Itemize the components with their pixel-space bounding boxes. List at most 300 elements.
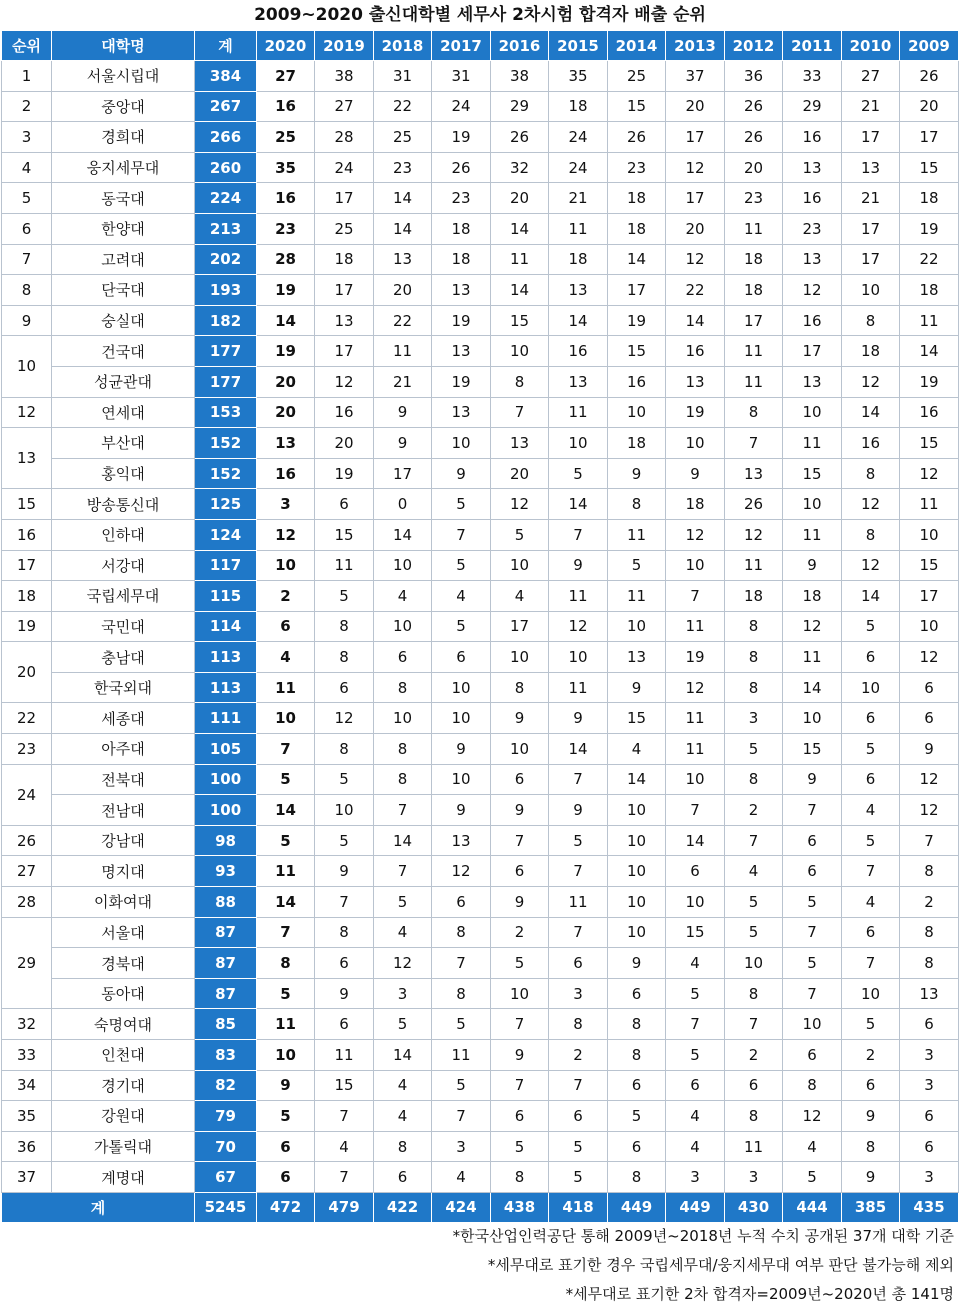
rank-cell: 1 <box>2 61 52 92</box>
year-value-cell: 12 <box>666 672 725 703</box>
year-value-cell: 5 <box>725 887 783 918</box>
year-value-cell: 9 <box>374 428 432 459</box>
year-value-cell: 7 <box>842 856 900 887</box>
year-value-cell: 7 <box>783 917 842 948</box>
year-value-cell: 4 <box>374 1070 432 1101</box>
year-value-cell: 23 <box>432 183 491 214</box>
table-row <box>2 1162 959 1193</box>
year-value-cell: 3 <box>666 1162 725 1193</box>
year-value-cell: 19 <box>257 275 315 306</box>
year-value-cell: 9 <box>491 795 549 826</box>
year-value-cell: 8 <box>374 764 432 795</box>
year-value-cell: 8 <box>432 978 491 1009</box>
page-title: 2009~2020 출신대학별 세무사 2차시험 합격자 배출 순위 <box>254 5 706 25</box>
year-value-cell: 7 <box>374 856 432 887</box>
total-cell: 111 <box>195 703 257 734</box>
total-cell: 177 <box>195 336 257 367</box>
year-value-cell: 16 <box>783 122 842 153</box>
rank-cell: 33 <box>2 1040 52 1071</box>
year-value-cell: 20 <box>491 183 549 214</box>
year-value-cell: 9 <box>783 550 842 581</box>
year-value-cell: 26 <box>725 122 783 153</box>
year-value-cell: 16 <box>900 397 959 428</box>
table-row <box>2 122 959 153</box>
year-value-cell: 5 <box>783 1162 842 1193</box>
total-cell: 93 <box>195 856 257 887</box>
year-value-cell: 9 <box>608 672 666 703</box>
table-row <box>2 764 959 795</box>
year-value-cell: 14 <box>549 734 608 765</box>
year-value-cell: 9 <box>374 397 432 428</box>
year-value-cell: 11 <box>900 489 959 520</box>
year-value-cell: 4 <box>315 1131 374 1162</box>
year-value-cell: 9 <box>783 764 842 795</box>
total-cell: 266 <box>195 122 257 153</box>
year-value-cell: 10 <box>608 825 666 856</box>
year-value-cell: 21 <box>842 183 900 214</box>
table-row <box>2 550 959 581</box>
year-value-cell: 7 <box>432 948 491 979</box>
year-value-cell: 5 <box>257 978 315 1009</box>
year-value-cell: 31 <box>374 61 432 92</box>
year-value-cell: 6 <box>842 1070 900 1101</box>
year-value-cell: 5 <box>725 917 783 948</box>
year-value-cell: 11 <box>666 734 725 765</box>
year-value-cell: 18 <box>783 581 842 612</box>
year-value-cell: 8 <box>549 1009 608 1040</box>
total-cell: 267 <box>195 91 257 122</box>
year-value-cell: 8 <box>315 611 374 642</box>
year-value-cell: 8 <box>491 366 549 397</box>
year-value-cell: 16 <box>666 336 725 367</box>
rank-cell: 9 <box>2 305 52 336</box>
year-value-cell: 14 <box>374 825 432 856</box>
year-value-cell: 15 <box>608 91 666 122</box>
university-name-cell: 충남대 <box>52 642 195 673</box>
year-value-cell: 7 <box>783 978 842 1009</box>
year-value-cell: 26 <box>900 61 959 92</box>
university-name-cell: 강원대 <box>52 1101 195 1132</box>
year-value-cell: 31 <box>432 61 491 92</box>
table-row <box>2 1101 959 1132</box>
year-value-cell: 4 <box>491 581 549 612</box>
year-value-cell: 5 <box>257 764 315 795</box>
year-value-cell: 12 <box>549 611 608 642</box>
year-value-cell: 9 <box>315 856 374 887</box>
year-value-cell: 25 <box>608 61 666 92</box>
year-value-cell: 5 <box>725 734 783 765</box>
year-value-cell: 11 <box>315 1040 374 1071</box>
year-value-cell: 3 <box>725 1162 783 1193</box>
year-value-cell: 6 <box>900 703 959 734</box>
university-name-cell: 웅지세무대 <box>52 152 195 183</box>
year-value-cell: 19 <box>900 366 959 397</box>
total-cell: 79 <box>195 1101 257 1132</box>
rank-cell: 35 <box>2 1101 52 1132</box>
table-row <box>2 672 959 703</box>
year-value-cell: 8 <box>315 734 374 765</box>
rank-cell: 2 <box>2 91 52 122</box>
year-value-cell: 10 <box>666 550 725 581</box>
university-name-cell: 부산대 <box>52 428 195 459</box>
year-value-cell: 26 <box>725 91 783 122</box>
table-row <box>2 948 959 979</box>
year-value-cell: 6 <box>900 1131 959 1162</box>
rank-cell: 20 <box>2 642 52 703</box>
university-name-cell: 한국외대 <box>52 672 195 703</box>
year-value-cell: 13 <box>432 336 491 367</box>
year-value-cell: 10 <box>549 428 608 459</box>
year-value-cell: 18 <box>725 275 783 306</box>
year-value-cell: 12 <box>257 519 315 550</box>
year-value-cell: 22 <box>900 244 959 275</box>
year-value-cell: 13 <box>900 978 959 1009</box>
rank-cell: 37 <box>2 1162 52 1193</box>
year-value-cell: 7 <box>549 917 608 948</box>
total-value-cell: 472 <box>257 1192 315 1222</box>
year-value-cell: 9 <box>491 1040 549 1071</box>
year-value-cell: 4 <box>432 581 491 612</box>
ranking-table <box>1 30 959 1223</box>
year-value-cell: 14 <box>374 519 432 550</box>
column-header: 계 <box>195 31 257 61</box>
year-value-cell: 7 <box>549 856 608 887</box>
year-value-cell: 22 <box>666 275 725 306</box>
table-row <box>2 213 959 244</box>
year-value-cell: 17 <box>725 305 783 336</box>
year-value-cell: 5 <box>842 734 900 765</box>
table-row <box>2 428 959 459</box>
year-value-cell: 19 <box>315 458 374 489</box>
year-value-cell: 11 <box>491 244 549 275</box>
year-value-cell: 29 <box>783 91 842 122</box>
total-cell: 114 <box>195 611 257 642</box>
year-value-cell: 9 <box>842 1101 900 1132</box>
year-value-cell: 18 <box>608 213 666 244</box>
year-value-cell: 16 <box>608 366 666 397</box>
year-value-cell: 10 <box>900 611 959 642</box>
year-value-cell: 10 <box>666 764 725 795</box>
year-value-cell: 5 <box>374 1009 432 1040</box>
year-value-cell: 7 <box>315 887 374 918</box>
university-name-cell: 인천대 <box>52 1040 195 1071</box>
year-value-cell: 20 <box>315 428 374 459</box>
rank-cell: 32 <box>2 1009 52 1040</box>
year-value-cell: 13 <box>549 275 608 306</box>
year-value-cell: 37 <box>666 61 725 92</box>
footnote: *세무대로 표기한 경우 국립세무대/웅지세무대 여부 판단 불가능해 제외 <box>487 1256 954 1274</box>
year-value-cell: 18 <box>549 91 608 122</box>
university-name-cell: 가톨릭대 <box>52 1131 195 1162</box>
total-value-cell: 422 <box>374 1192 432 1222</box>
year-value-cell: 19 <box>432 305 491 336</box>
year-value-cell: 11 <box>783 519 842 550</box>
year-value-cell: 11 <box>725 366 783 397</box>
total-value-cell: 385 <box>842 1192 900 1222</box>
year-value-cell: 6 <box>315 672 374 703</box>
year-value-cell: 18 <box>432 213 491 244</box>
year-value-cell: 10 <box>257 550 315 581</box>
year-value-cell: 14 <box>842 397 900 428</box>
total-cell: 100 <box>195 764 257 795</box>
university-name-cell: 단국대 <box>52 275 195 306</box>
year-value-cell: 9 <box>666 458 725 489</box>
year-value-cell: 12 <box>783 611 842 642</box>
university-name-cell: 서울시립대 <box>52 61 195 92</box>
table-body <box>2 61 959 1193</box>
year-value-cell: 16 <box>783 183 842 214</box>
year-value-cell: 19 <box>666 397 725 428</box>
year-value-cell: 10 <box>608 611 666 642</box>
year-value-cell: 9 <box>549 550 608 581</box>
table-row <box>2 275 959 306</box>
year-value-cell: 27 <box>257 61 315 92</box>
year-value-cell: 8 <box>783 1070 842 1101</box>
year-value-cell: 15 <box>491 305 549 336</box>
university-name-cell: 경기대 <box>52 1070 195 1101</box>
rank-cell: 27 <box>2 856 52 887</box>
rank-cell: 13 <box>2 428 52 489</box>
year-value-cell: 15 <box>608 336 666 367</box>
year-value-cell: 4 <box>374 581 432 612</box>
university-name-cell: 성균관대 <box>52 366 195 397</box>
year-value-cell: 15 <box>315 1070 374 1101</box>
year-value-cell: 10 <box>842 275 900 306</box>
column-header: 2017 <box>432 31 491 61</box>
year-value-cell: 10 <box>725 948 783 979</box>
year-value-cell: 13 <box>783 244 842 275</box>
year-value-cell: 11 <box>608 581 666 612</box>
year-value-cell: 9 <box>257 1070 315 1101</box>
year-value-cell: 2 <box>257 581 315 612</box>
total-cell: 125 <box>195 489 257 520</box>
year-value-cell: 14 <box>257 305 315 336</box>
year-value-cell: 13 <box>315 305 374 336</box>
year-value-cell: 6 <box>257 611 315 642</box>
year-value-cell: 5 <box>842 1009 900 1040</box>
column-header: 대학명 <box>52 31 195 61</box>
year-value-cell: 3 <box>725 703 783 734</box>
year-value-cell: 5 <box>315 825 374 856</box>
year-value-cell: 15 <box>783 458 842 489</box>
year-value-cell: 8 <box>374 672 432 703</box>
year-value-cell: 13 <box>725 458 783 489</box>
year-value-cell: 17 <box>783 336 842 367</box>
university-name-cell: 전북대 <box>52 764 195 795</box>
year-value-cell: 6 <box>783 856 842 887</box>
year-value-cell: 6 <box>432 642 491 673</box>
year-value-cell: 2 <box>491 917 549 948</box>
footnotes <box>453 1222 954 1309</box>
rank-cell: 29 <box>2 917 52 1009</box>
university-name-cell: 전남대 <box>52 795 195 826</box>
year-value-cell: 17 <box>900 581 959 612</box>
year-value-cell: 6 <box>608 978 666 1009</box>
table-row <box>2 91 959 122</box>
table-row <box>2 244 959 275</box>
table-row <box>2 856 959 887</box>
year-value-cell: 11 <box>432 1040 491 1071</box>
university-name-cell: 중앙대 <box>52 91 195 122</box>
year-value-cell: 11 <box>549 672 608 703</box>
total-cell: 117 <box>195 550 257 581</box>
year-value-cell: 5 <box>666 1040 725 1071</box>
year-value-cell: 17 <box>374 458 432 489</box>
total-value-cell: 438 <box>491 1192 549 1222</box>
column-header: 2014 <box>608 31 666 61</box>
year-value-cell: 5 <box>783 887 842 918</box>
year-value-cell: 5 <box>608 550 666 581</box>
year-value-cell: 8 <box>842 305 900 336</box>
year-value-cell: 5 <box>432 611 491 642</box>
total-cell: 82 <box>195 1070 257 1101</box>
footnote: *한국산업인력공단 통해 2009년~2018년 누적 수치 공개된 37개 대학 기준 <box>452 1227 954 1245</box>
year-value-cell: 15 <box>666 917 725 948</box>
table-row <box>2 305 959 336</box>
year-value-cell: 14 <box>549 489 608 520</box>
year-value-cell: 4 <box>666 1101 725 1132</box>
year-value-cell: 7 <box>842 948 900 979</box>
year-value-cell: 11 <box>666 611 725 642</box>
table-row <box>2 489 959 520</box>
year-value-cell: 8 <box>315 917 374 948</box>
year-value-cell: 21 <box>374 366 432 397</box>
year-value-cell: 16 <box>783 305 842 336</box>
university-name-cell: 한양대 <box>52 213 195 244</box>
year-value-cell: 13 <box>783 366 842 397</box>
year-value-cell: 38 <box>491 61 549 92</box>
year-value-cell: 4 <box>666 948 725 979</box>
year-value-cell: 9 <box>608 948 666 979</box>
year-value-cell: 8 <box>374 1131 432 1162</box>
year-value-cell: 17 <box>900 122 959 153</box>
year-value-cell: 14 <box>783 672 842 703</box>
university-name-cell: 방송통신대 <box>52 489 195 520</box>
year-value-cell: 11 <box>549 581 608 612</box>
year-value-cell: 6 <box>842 917 900 948</box>
table-row <box>2 1070 959 1101</box>
total-value-cell: 430 <box>725 1192 783 1222</box>
year-value-cell: 18 <box>842 336 900 367</box>
year-value-cell: 20 <box>257 366 315 397</box>
rank-cell: 16 <box>2 519 52 550</box>
total-cell: 87 <box>195 948 257 979</box>
university-name-cell: 서강대 <box>52 550 195 581</box>
table-row <box>2 1040 959 1071</box>
year-value-cell: 35 <box>549 61 608 92</box>
year-value-cell: 11 <box>257 1009 315 1040</box>
total-cell: 177 <box>195 366 257 397</box>
year-value-cell: 6 <box>432 887 491 918</box>
year-value-cell: 17 <box>315 275 374 306</box>
year-value-cell: 10 <box>432 672 491 703</box>
year-value-cell: 3 <box>374 978 432 1009</box>
rank-cell: 28 <box>2 887 52 918</box>
table-row <box>2 825 959 856</box>
year-value-cell: 11 <box>257 672 315 703</box>
table-row <box>2 703 959 734</box>
rank-cell: 36 <box>2 1131 52 1162</box>
year-value-cell: 13 <box>666 366 725 397</box>
year-value-cell: 8 <box>725 1101 783 1132</box>
column-header: 2018 <box>374 31 432 61</box>
year-value-cell: 14 <box>842 581 900 612</box>
year-value-cell: 12 <box>374 948 432 979</box>
year-value-cell: 25 <box>374 122 432 153</box>
year-value-cell: 22 <box>374 305 432 336</box>
year-value-cell: 12 <box>900 764 959 795</box>
year-value-cell: 12 <box>900 795 959 826</box>
year-value-cell: 18 <box>725 244 783 275</box>
year-value-cell: 14 <box>900 336 959 367</box>
year-value-cell: 14 <box>257 795 315 826</box>
year-value-cell: 12 <box>315 703 374 734</box>
university-name-cell: 명지대 <box>52 856 195 887</box>
year-value-cell: 6 <box>783 825 842 856</box>
rank-cell: 15 <box>2 489 52 520</box>
total-cell: 87 <box>195 917 257 948</box>
column-header: 2009 <box>900 31 959 61</box>
year-value-cell: 13 <box>783 152 842 183</box>
table-row <box>2 458 959 489</box>
year-value-cell: 7 <box>725 428 783 459</box>
year-value-cell: 8 <box>491 1162 549 1193</box>
year-value-cell: 11 <box>549 397 608 428</box>
total-cell: 67 <box>195 1162 257 1193</box>
year-value-cell: 6 <box>666 856 725 887</box>
year-value-cell: 7 <box>725 1009 783 1040</box>
year-value-cell: 12 <box>666 244 725 275</box>
university-name-cell: 홍익대 <box>52 458 195 489</box>
year-value-cell: 5 <box>549 1162 608 1193</box>
year-value-cell: 4 <box>432 1162 491 1193</box>
year-value-cell: 7 <box>315 1162 374 1193</box>
year-value-cell: 5 <box>432 1070 491 1101</box>
university-name-cell: 이화여대 <box>52 887 195 918</box>
year-value-cell: 8 <box>725 397 783 428</box>
column-header: 2019 <box>315 31 374 61</box>
year-value-cell: 7 <box>549 519 608 550</box>
total-value-cell: 479 <box>315 1192 374 1222</box>
year-value-cell: 19 <box>900 213 959 244</box>
year-value-cell: 10 <box>432 703 491 734</box>
total-value-cell: 418 <box>549 1192 608 1222</box>
year-value-cell: 6 <box>374 1162 432 1193</box>
year-value-cell: 7 <box>491 397 549 428</box>
year-value-cell: 23 <box>374 152 432 183</box>
year-value-cell: 4 <box>374 917 432 948</box>
year-value-cell: 4 <box>374 1101 432 1132</box>
year-value-cell: 7 <box>783 795 842 826</box>
year-value-cell: 10 <box>900 519 959 550</box>
year-value-cell: 8 <box>900 948 959 979</box>
year-value-cell: 15 <box>783 734 842 765</box>
year-value-cell: 16 <box>257 458 315 489</box>
year-value-cell: 9 <box>432 734 491 765</box>
year-value-cell: 13 <box>374 244 432 275</box>
year-value-cell: 12 <box>725 519 783 550</box>
year-value-cell: 22 <box>374 91 432 122</box>
year-value-cell: 20 <box>725 152 783 183</box>
year-value-cell: 10 <box>608 397 666 428</box>
year-value-cell: 13 <box>549 366 608 397</box>
year-value-cell: 13 <box>842 152 900 183</box>
total-cell: 105 <box>195 734 257 765</box>
university-name-cell: 국민대 <box>52 611 195 642</box>
table-row <box>2 366 959 397</box>
university-name-cell: 숙명여대 <box>52 1009 195 1040</box>
year-value-cell: 6 <box>315 948 374 979</box>
